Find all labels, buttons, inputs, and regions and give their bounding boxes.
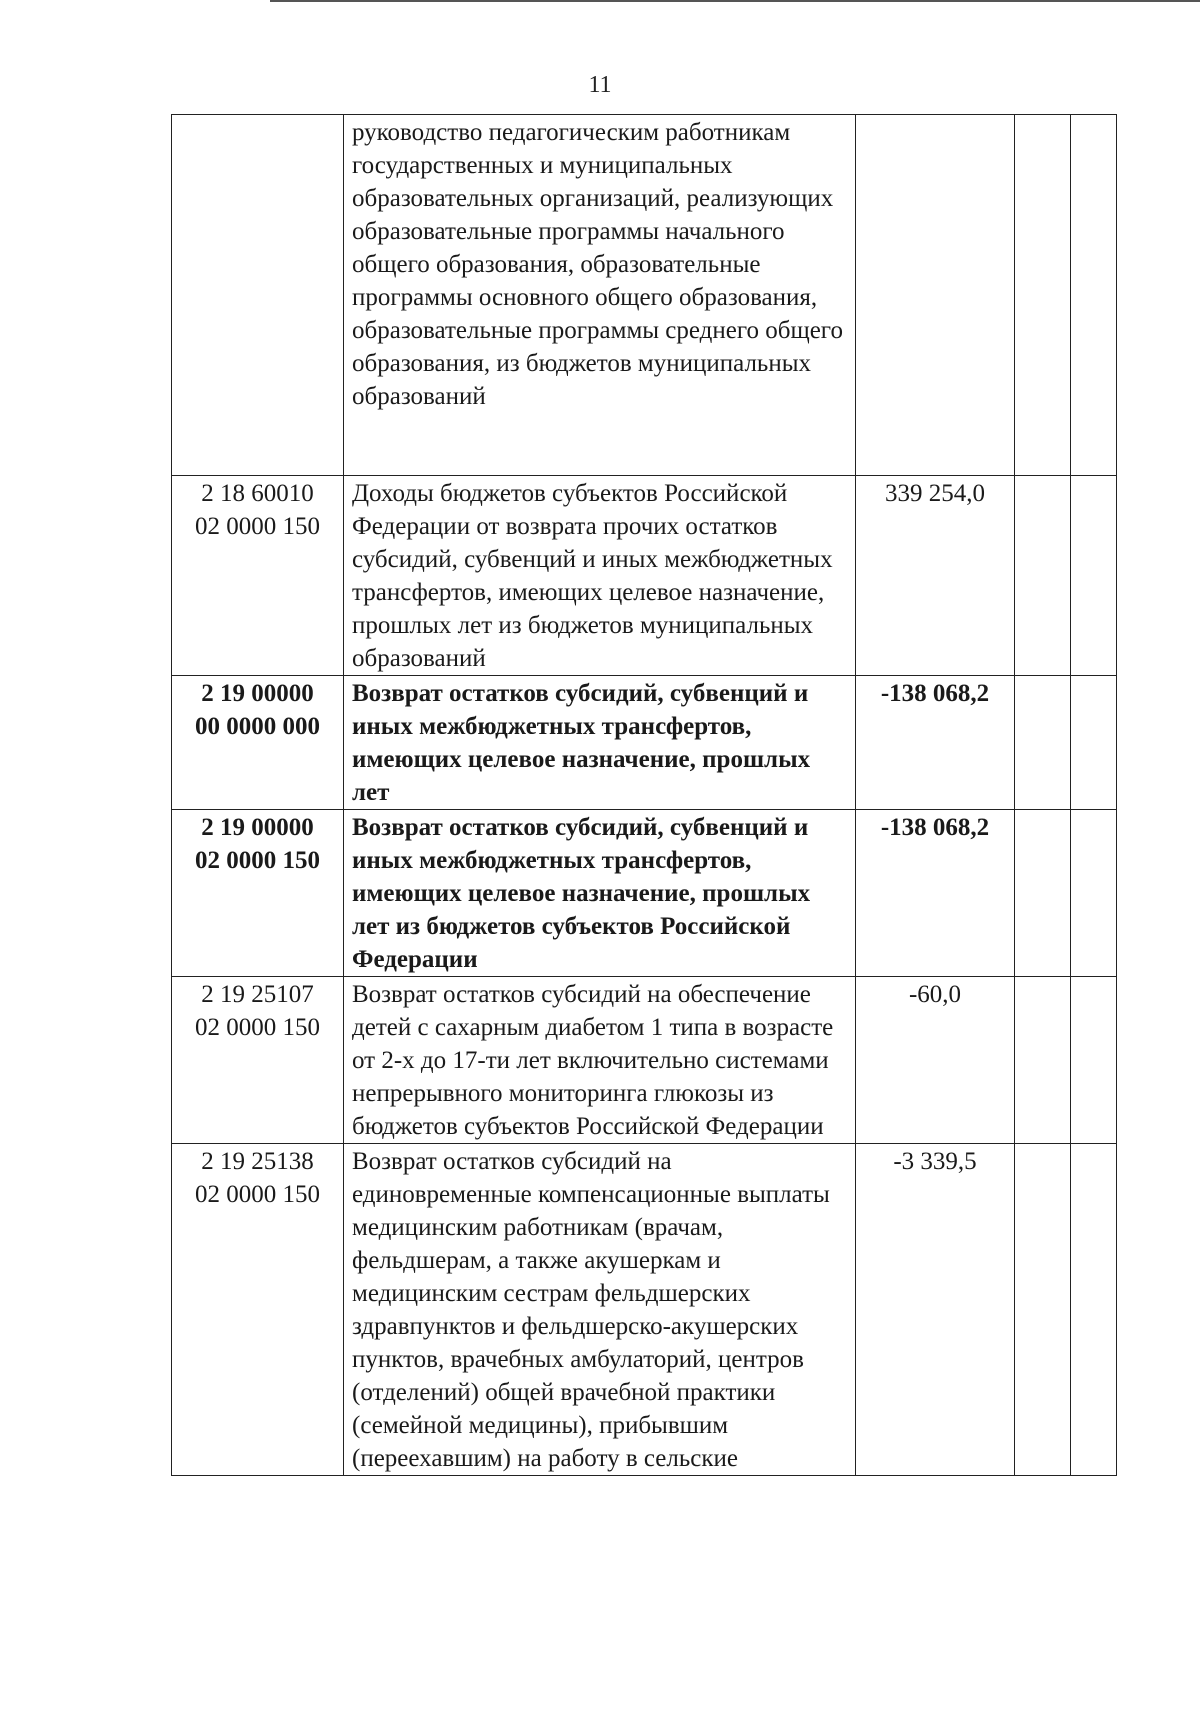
code-line-2: 02 0000 150 (195, 847, 320, 874)
table-row (172, 977, 1117, 1144)
empty-cell (1071, 115, 1117, 476)
empty-cell (1015, 115, 1071, 476)
table-row (172, 115, 1117, 476)
page-number: 11 (588, 72, 612, 98)
sum-cell: 339 254,0 (856, 476, 1015, 676)
budget-revenue-table (171, 114, 1117, 1476)
code-line-1: 2 18 60010 (201, 480, 314, 507)
code-line-1: 2 19 25138 (201, 1148, 314, 1175)
empty-cell (1015, 810, 1071, 977)
sum-cell: -60,0 (856, 977, 1015, 1144)
code-line-2: 02 0000 150 (195, 1014, 320, 1041)
name-cell: Возврат остатков субсидий на единовременные компенсационные выплаты медицинским работникам (врачам, фельдшерам, а также акушеркам и медицинским сестрам фельдшерских здравпунктов и фельдшерско-акушерских пунктов, врачебных амбулаторий, центров (отделений) общей врачебной практики (семейной медицины), прибывшим (переехавшим) на работу в сельские (344, 1144, 856, 1476)
empty-cell (1015, 1144, 1071, 1476)
empty-cell (1071, 977, 1117, 1144)
sum-cell (856, 115, 1015, 476)
empty-cell (1015, 977, 1071, 1144)
name-cell (344, 115, 856, 476)
sum-cell: -138 068,2 (856, 676, 1015, 810)
code-cell (172, 810, 344, 977)
empty-cell (1015, 676, 1071, 810)
name-cell: Доходы бюджетов субъектов Российской Федерации от возврата прочих остатков субсидий, субвенций и иных межбюджетных трансфертов, имеющих целевое назначение, прошлых лет из бюджетов муниципальных образований (344, 476, 856, 676)
name-text: руководство педагогическим работникам государственных и муниципальных образовательных организаций, реализующих образовательные программы начального общего образования, образовательные программы основного общего образования, образовательные программы среднего общего образования, из бюджетов муниципальных образований (352, 119, 843, 410)
code-cell (172, 115, 344, 476)
sum-cell: -3 339,5 (856, 1144, 1015, 1476)
table-row (172, 1144, 1117, 1476)
code-line-1: 2 19 00000 (201, 814, 314, 841)
table-row (172, 676, 1117, 810)
sum-cell: -138 068,2 (856, 810, 1015, 977)
code-line-1: 2 19 25107 (201, 981, 314, 1008)
code-line-1: 2 19 00000 (201, 680, 314, 707)
code-cell (172, 977, 344, 1144)
empty-cell (1071, 810, 1117, 977)
code-line-2: 02 0000 150 (195, 1181, 320, 1208)
empty-cell (1071, 476, 1117, 676)
code-line-2: 02 0000 150 (195, 513, 320, 540)
empty-cell (1071, 1144, 1117, 1476)
name-cell: Возврат остатков субсидий, субвенций и иных межбюджетных трансфертов, имеющих целевое назначение, прошлых лет из бюджетов субъектов Российской Федерации (344, 810, 856, 977)
name-cell: Возврат остатков субсидий, субвенций и иных межбюджетных трансфертов, имеющих целевое назначение, прошлых лет (344, 676, 856, 810)
name-cell: Возврат остатков субсидий на обеспечение детей с сахарным диабетом 1 типа в возрасте от 2-х до 17-ти лет включительно системами непрерывного мониторинга глюкозы из бюджетов субъектов Российской Федерации (344, 977, 856, 1144)
table-row (172, 476, 1117, 676)
code-line-2: 00 0000 000 (195, 713, 320, 740)
top-border-line (270, 0, 1200, 2)
code-cell (172, 1144, 344, 1476)
empty-cell (1015, 476, 1071, 676)
empty-cell (1071, 676, 1117, 810)
table-row (172, 810, 1117, 977)
code-cell (172, 676, 344, 810)
code-cell (172, 476, 344, 676)
